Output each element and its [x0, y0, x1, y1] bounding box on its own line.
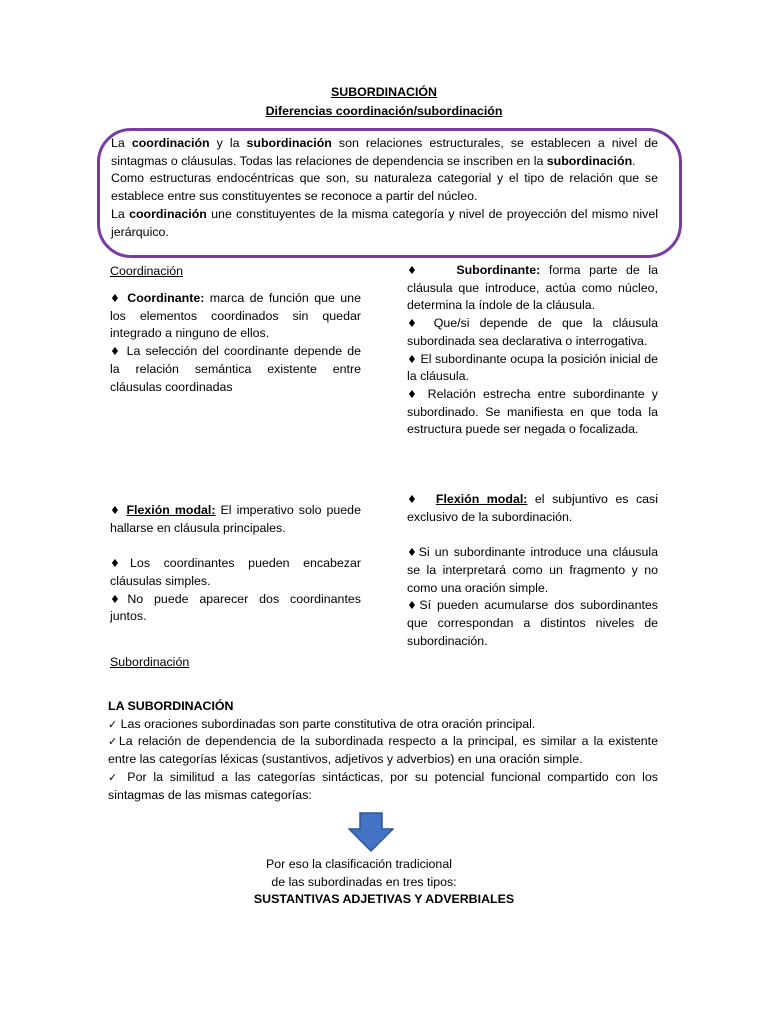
subordination-item-flexion: ♦ Flexión modal: el subjuntivo es casi exclusivo de la subordinación.: [407, 492, 658, 524]
subordination-check-3: ✓ Por la similitud a las categorías sintácticas, por su potencial funcional compartido con los sintagmas de las mismas categorías:: [108, 769, 659, 802]
subordination-column-top: [407, 262, 658, 439]
subordination-check-1: ✓ Las oraciones subordinadas son parte constitutiva de otra oración principal.: [108, 716, 536, 731]
checkmark-icon: ✓: [108, 717, 118, 731]
diamond-icon: ♦: [110, 292, 122, 305]
subordination-check-2: ✓La relación de dependencia de la subordinada respecto a la principal, es similar a la existente entre las categorías léxicas (sustantivos, adjetivos y adverbios) en una oración simple.: [108, 734, 659, 767]
checkmark-icon: ✓: [108, 770, 121, 784]
subordination-item-acumular: ♦Sí pueden acumularse dos subordinantes que correspondan a distintos niveles de subordinación.: [407, 598, 658, 648]
down-arrow-icon: [348, 812, 394, 852]
checkmark-icon: ✓: [108, 735, 119, 749]
page-title: SUBORDINACIÓN: [330, 85, 437, 99]
conclusion-line-1: Por eso la clasificación tradicional: [266, 857, 452, 871]
coordination-item-encabezar: ♦Los coordinantes pueden encabezar cláusulas simples.: [110, 556, 361, 588]
intro-paragraph-2: Como estructuras endocéntricas que son, su naturaleza categorial y el tipo de relación que se establece entre sus constituyentes se reconoce a partir del núcleo.: [111, 171, 658, 204]
coordination-column-top: [110, 290, 361, 396]
conclusion-line-3: SUSTANTIVAS ADJETIVAS Y ADVERBIALES: [253, 892, 515, 907]
subordination-block: [108, 698, 658, 804]
down-arrow-shape: [349, 813, 393, 851]
coordination-item-seleccion: ♦ La selección del coordinante depende de la relación semántica existente entre cláusulas coordinadas: [110, 344, 361, 394]
subordination-item-que-si: ♦ Que/si depende de que la cláusula subordinada sea declarativa o interrogativa.: [407, 316, 658, 348]
diamond-icon: ♦: [110, 504, 122, 517]
intro-paragraph-1: La coordinación y la subordinación son relaciones estructurales, se establecen a nivel de sintagmas o cláusulas. Todas las relaciones de dependencia se inscriben en la subordinación.: [111, 136, 659, 168]
subordination-item-relacion: ♦ Relación estrecha entre subordinante y subordinado. Se manifiesta en que toda la estructura puede ser negada o focalizada.: [407, 386, 658, 437]
diamond-icon: ♦: [407, 264, 422, 277]
intro-paragraph-3: La coordinación une constituyentes de la misma categoría y nivel de proyección del mismo nivel jerárquico.: [111, 206, 658, 239]
diamond-icon: ♦: [407, 387, 421, 401]
spacer: [110, 537, 361, 555]
subordination-item-posicion: ♦ El subordinante ocupa la posición inicial de la cláusula.: [407, 351, 658, 384]
diamond-icon: ♦: [110, 592, 128, 606]
coordination-item-juntos: ♦No puede aparecer dos coordinantes juntos.: [110, 591, 361, 624]
diamond-icon: ♦: [110, 345, 122, 359]
conclusion-line-2: de las subordinadas en tres tipos:: [271, 874, 457, 889]
subordination-item-subordinante: ♦ Subordinante: forma parte de la cláusula que introduce, actúa como núcleo, determina la índole de la cláusula.: [407, 263, 658, 313]
subordination-item-fragmento: ♦Si un subordinante introduce una cláusula se la interpretará como un fragmento y no como una oración simple.: [407, 545, 658, 595]
conclusion: [0, 856, 768, 909]
coordination-item-flexion: ♦ Flexión modal: El imperativo solo puede hallarse en cláusula principales.: [110, 503, 361, 535]
diamond-icon: ♦: [407, 493, 421, 506]
diamond-icon: ♦: [407, 546, 419, 560]
coordination-heading: Coordinación: [110, 264, 184, 278]
subordination-block-title: LA SUBORDINACIÓN: [108, 699, 234, 713]
diamond-icon: ♦: [407, 352, 417, 366]
coordination-column-bottom: [110, 502, 361, 626]
coordination-item-coordinante: ♦ Coordinante: marca de función que une los elementos coordinados sin quedar integrado a ninguno de ellos.: [110, 291, 361, 341]
spacer: [407, 526, 658, 544]
subordination-heading: Subordinación: [110, 655, 190, 669]
page-subtitle: Diferencias coordinación/subordinación: [265, 104, 503, 118]
diamond-icon: ♦: [407, 317, 424, 331]
diamond-icon: ♦: [407, 599, 420, 613]
intro-text: [111, 135, 658, 241]
subordination-column-bottom: [407, 491, 658, 650]
diamond-icon: ♦: [110, 557, 131, 571]
